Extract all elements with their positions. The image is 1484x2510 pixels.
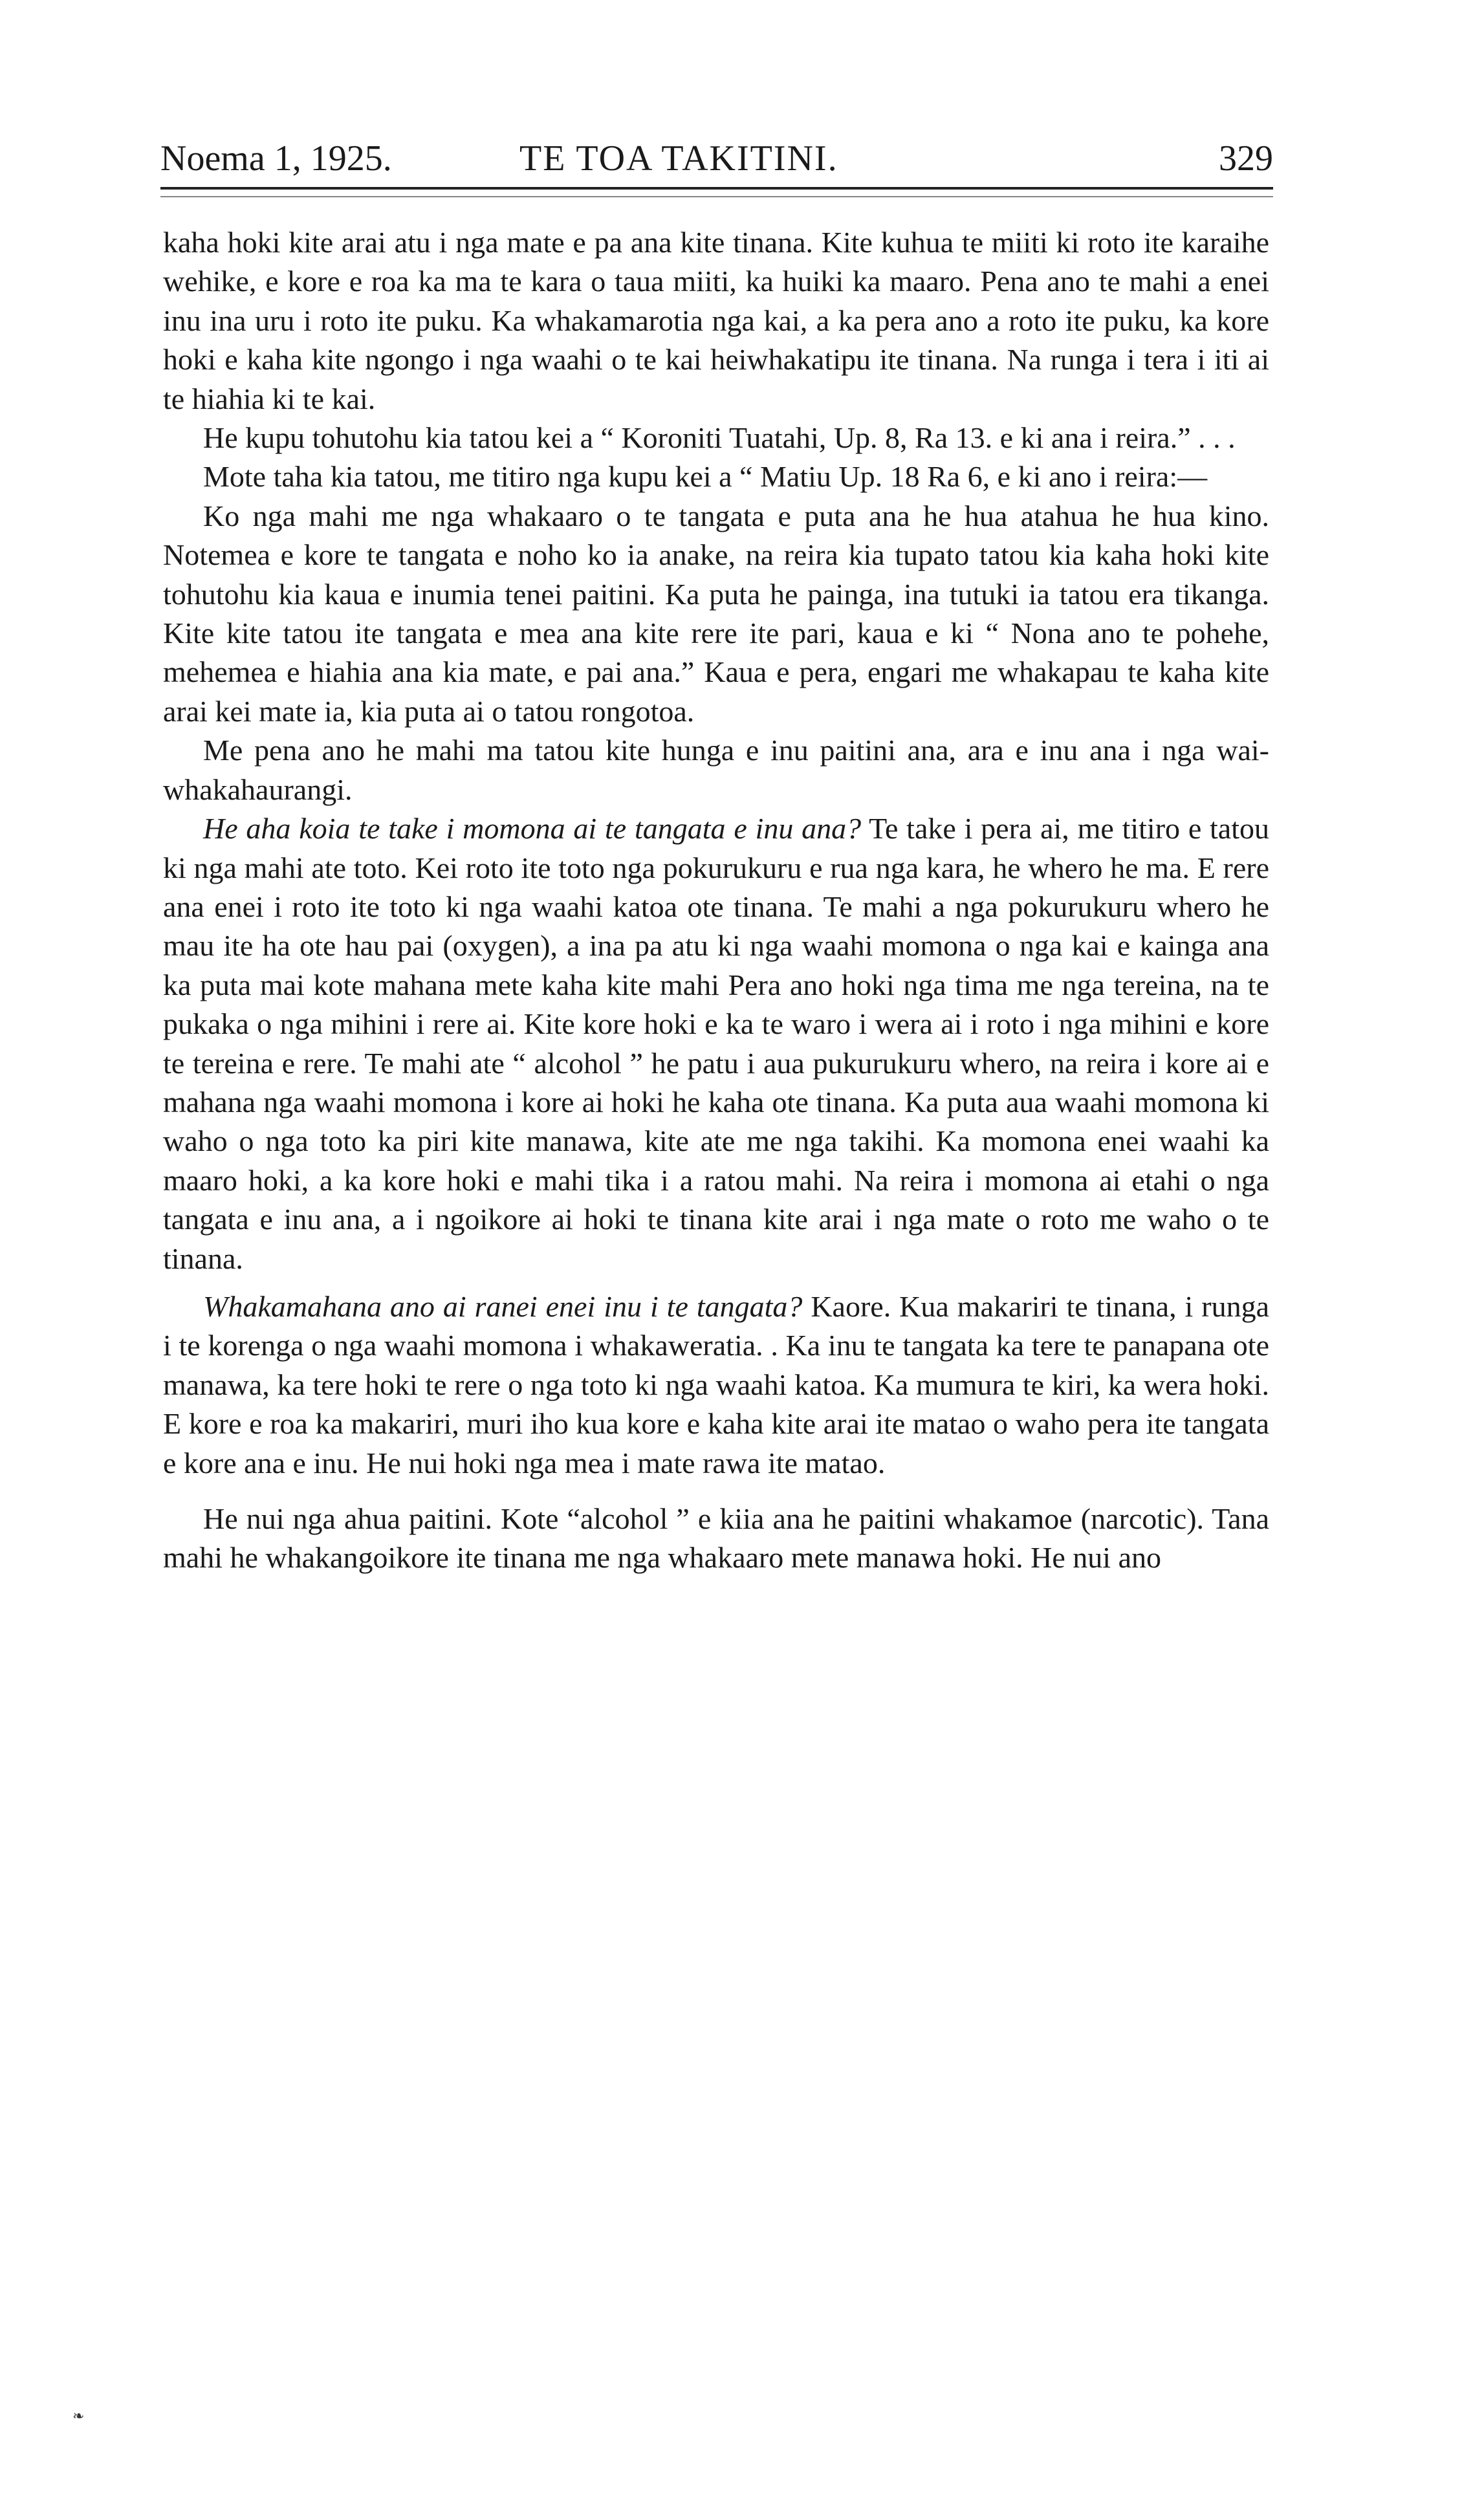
paragraph-5: Me pena ano he mahi ma tatou kite hunga e inu paitini ana, ara e inu ana i nga wai-whakahaurangi.	[163, 734, 1269, 806]
paragraph-6	[163, 809, 1269, 1278]
paragraph-7-question: Whakamahana ano ai ranei enei inu i te tangata?	[203, 1289, 803, 1323]
header-rule	[160, 187, 1273, 190]
paragraph-2: He kupu tohutohu kia tatou kei a “ Koroniti Tuatahi, Up. 8, Ra 13. e ki ana i reira.” . . .	[203, 421, 1236, 455]
margin-mark: ❧	[72, 2408, 85, 2424]
header-title: TE TOA TAKITINI.	[519, 138, 838, 179]
paragraph-1: kaha hoki kite arai atu i nga mate e pa ana kite tinana. Kite kuhua te miiti ki roto ite karaihe wehike, e kore e roa ka ma te kara o taua miiti, ka huiki ka maaro. Pena ano te mahi a enei inu ina uru i roto ite puku. Ka whakamarotia nga kai, a ka pera ano a roto ite puku, ka kore hoki e kaha kite ngongo i nga waahi o te kai heiwhakatipu ite tinana. Na runga i tera i iti ai te hiahia ki te kai.	[163, 226, 1269, 415]
article-body	[163, 223, 1269, 1578]
paragraph-7	[163, 1287, 1269, 1483]
paragraph-8: He nui nga ahua paitini. Kote “alcohol ” e kiia ana he paitini whakamoe (narcotic). Tana mahi he whakangoikore ite tinana me nga whakaaro mete manawa hoki. He nui ano	[163, 1502, 1269, 1575]
paragraph-4: Ko nga mahi me nga whakaaro o te tangata e puta ana he hua atahua he hua kino. Notemea e kore te tangata e noho ko ia anake, na reira kia tupato tatou kia kaha hoki kite tohutohu kia kaua e inumia tenei paitini. Ka puta he painga, ina tutuki ia tatou era tikanga. Kite kite tatou ite tangata e mea ana kite rere ite pari, kaua e ki “ Nona ano te pohehe, mehemea e hiahia ana kia mate, e pai ana.” Kaua e pera, engari me whakapau te kaha kite arai kei mate ia, kia puta ai o tatou rongotoa.	[163, 499, 1269, 728]
paragraph-3: Mote taha kia tatou, me titiro nga kupu kei a “ Matiu Up. 18 Ra 6, e ki ano i reira:—	[203, 460, 1208, 494]
header-date: Noema 1, 1925.	[160, 138, 392, 179]
running-header	[160, 133, 1273, 184]
page-number: 329	[1219, 138, 1273, 179]
header-rule-thin	[160, 196, 1273, 197]
paragraph-6-text: Te take i pera ai, me titiro e tatou ki nga mahi ate toto. Kei roto ite toto nga pokurukuru e rua nga kara, he whero he ma. E rere ana enei i roto ite toto ki nga waahi katoa ote tinana. Te mahi a nga pokurukuru whero he mau ite ha ote hau pai (oxygen), a ina pa atu ki nga waahi momona o nga kai e kainga ana ka puta mai kote mahana mete kaha kite mahi Pera ano hoki nga tima me nga tereina, na te pukaka o nga mihini i rere ai. Kite kore hoki e ka te waro i wera ai i roto i nga mihini e kore te tereina e rere. Te mahi ate “ alcohol ” he patu i aua pukurukuru whero, na reira i kore ai e mahana nga waahi momona i kore ai hoki he kaha ote tinana. Ka puta aua waahi momona ki waho o nga toto ka piri kite manawa, kite ate me nga takihi. Ka momona enei waahi ka maaro hoki, a ka kore hoki e mahi tika i a ratou mahi. Na reira i momona ai etahi o nga tangata e inu ana, a i ngoikore ai hoki te tinana kite arai i nga mate o roto me waho o te tinana.	[163, 812, 1270, 1275]
paragraph-7-text: Kaore. Kua makariri te tinana, i runga i te korenga o nga waahi momona i whakaweratia. . Ka inu te tangata ka tere te panapana ote manawa, ka tere hoki te rere o nga toto ki nga waahi katoa. Ka mumura te kiri, ka wera hoki. E kore e roa ka makariri, muri iho kua kore e kaha kite arai ite matao o waho pera ite tangata e kore ana e inu. He nui hoki nga mea i mate rawa ite matao.	[163, 1289, 1269, 1479]
paragraph-6-question: He aha koia te take i momona ai te tangata e inu ana?	[203, 812, 862, 846]
